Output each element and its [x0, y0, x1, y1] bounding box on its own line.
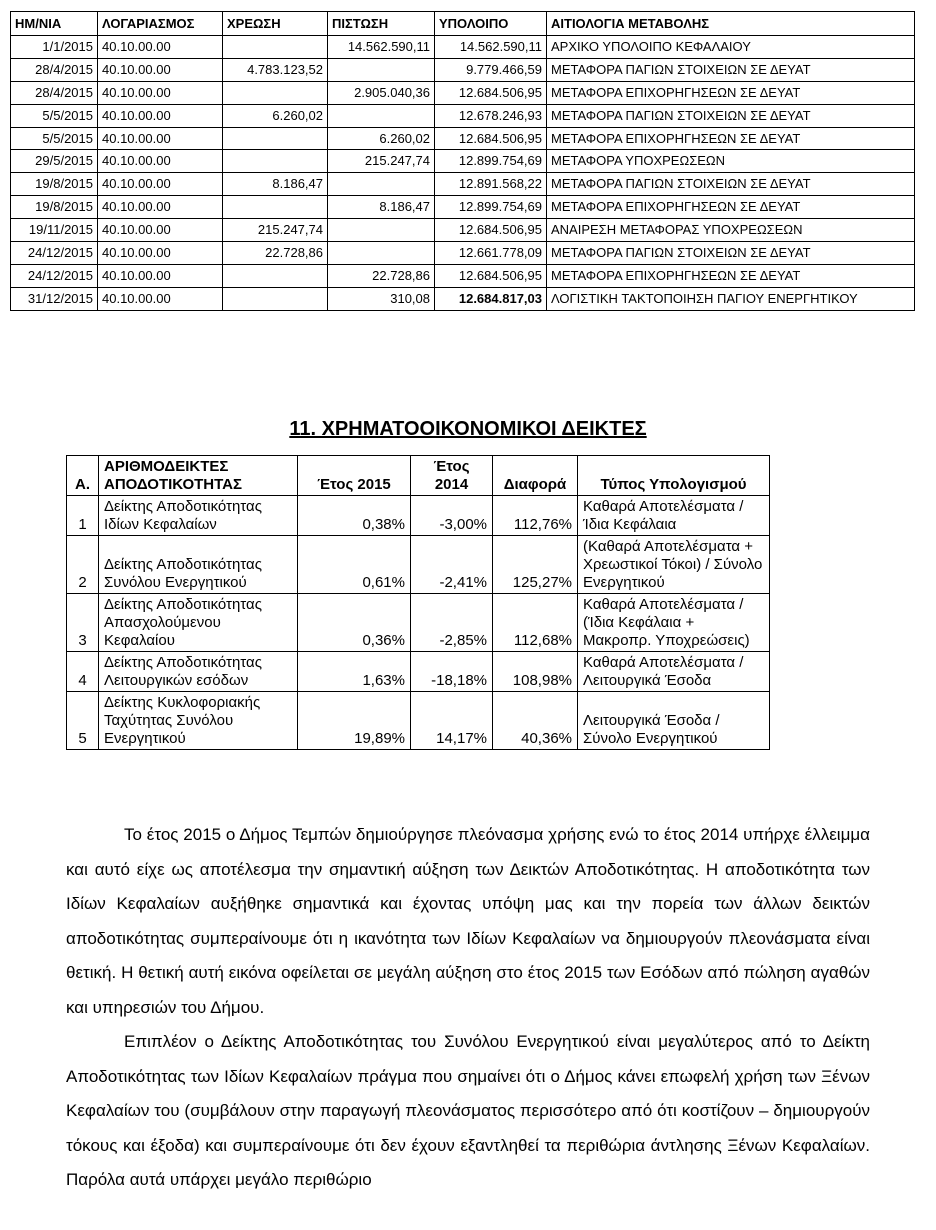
ratio-cell-formula: Καθαρά Αποτελέσματα / (Ίδια Κεφάλαια + Μακροπρ. Υποχρεώσεις): [578, 594, 770, 652]
ratio-cell-diff: 40,36%: [493, 692, 578, 750]
ledger-row: [11, 150, 915, 173]
ratio-row: [67, 496, 770, 536]
ledger-cell-debit: [223, 150, 328, 173]
ledger-cell-credit: 22.728,86: [328, 264, 435, 287]
ratio-cell-diff: 108,98%: [493, 652, 578, 692]
ratio-cell-2015: 19,89%: [298, 692, 411, 750]
ratio-cell-diff: 112,76%: [493, 496, 578, 536]
ratio-cell-formula: (Καθαρά Αποτελέσματα + Χρεωστικοί Τόκοι) / Σύνολο Ενεργητικού: [578, 536, 770, 594]
ledger-row: [11, 81, 915, 104]
body-text: [66, 818, 870, 1198]
ledger-cell-credit: 14.562.590,11: [328, 36, 435, 59]
paragraph-1: Το έτος 2015 ο Δήμος Τεμπών δημιούργησε πλεόνασμα χρήσης ενώ το έτος 2014 υπήρχε έλλειμμα και αυτό είχε ως αποτέλεσμα την σημαντική αύξηση των Δεικτών Αποδοτικότητας. Η αποδοτικότητα των Ιδίων Κεφαλαίων αυξήθηκε σημαντικά και έχοντας υπόψη μας και την πορεία των άλλων δεικτών αποδοτικότητας συμπεραίνουμε ότι η ικανότητα των Ιδίων Κεφαλαίων να δημιουργούν πλεονάσματα είναι θετική. Η θετική αυτή εικόνα οφείλεται σε μεγάλη αύξηση στο έτος 2015 των Εσόδων από πώληση αγαθών και υπηρεσιών του Δήμου.: [66, 825, 870, 1017]
ledger-row: [11, 36, 915, 59]
ledger-cell-balance: 12.684.506,95: [435, 264, 547, 287]
ledger-row: [11, 242, 915, 265]
ledger-cell-reason: ΑΡΧΙΚΟ ΥΠΟΛΟΙΠΟ ΚΕΦΑΛΑΙΟΥ: [547, 36, 915, 59]
ledger-cell-credit: 215.247,74: [328, 150, 435, 173]
ledger-cell-account: 40.10.00.00: [98, 150, 223, 173]
ledger-row: [11, 219, 915, 242]
ledger-cell-reason: ΜΕΤΑΦΟΡΑ ΕΠΙΧΟΡΗΓΗΣΕΩΝ ΣΕ ΔΕΥΑΤ: [547, 264, 915, 287]
ledger-cell-credit: [328, 58, 435, 81]
ledger-cell-date: 24/12/2015: [11, 264, 98, 287]
ledger-cell-reason: ΜΕΤΑΦΟΡΑ ΠΑΓΙΩΝ ΣΤΟΙΧΕΙΩΝ ΣΕ ΔΕΥΑΤ: [547, 173, 915, 196]
ledger-cell-date: 29/5/2015: [11, 150, 98, 173]
ledger-cell-account: 40.10.00.00: [98, 242, 223, 265]
ledger-row: [11, 58, 915, 81]
ledger-row: [11, 127, 915, 150]
ledger-cell-reason: ΜΕΤΑΦΟΡΑ ΠΑΓΙΩΝ ΣΤΟΙΧΕΙΩΝ ΣΕ ΔΕΥΑΤ: [547, 242, 915, 265]
ratios-header-2015: Έτος 2015: [298, 456, 411, 496]
ledger-cell-balance: 12.661.778,09: [435, 242, 547, 265]
ratio-cell-2015: 1,63%: [298, 652, 411, 692]
ledger-cell-account: 40.10.00.00: [98, 81, 223, 104]
ledger-cell-balance: 12.899.754,69: [435, 196, 547, 219]
ledger-cell-debit: 8.186,47: [223, 173, 328, 196]
ratio-cell-index: 1: [67, 496, 99, 536]
ledger-header-date: ΗΜ/ΝΙΑ: [11, 12, 98, 36]
ledger-cell-credit: 6.260,02: [328, 127, 435, 150]
ledger-cell-debit: 22.728,86: [223, 242, 328, 265]
ledger-table: [10, 11, 915, 311]
ratios-header-row: [67, 456, 770, 496]
ledger-row: [11, 196, 915, 219]
ledger-cell-date: 31/12/2015: [11, 287, 98, 310]
ledger-cell-credit: [328, 104, 435, 127]
ratio-cell-2014: 14,17%: [411, 692, 493, 750]
ratio-cell-2015: 0,38%: [298, 496, 411, 536]
ratio-row: [67, 652, 770, 692]
ratios-header-name: ΑΡΙΘΜΟΔΕΙΚΤΕΣ ΑΠΟΔΟΤΙΚΟΤΗΤΑΣ: [99, 456, 298, 496]
ledger-header-row: [11, 12, 915, 36]
ledger-cell-credit: [328, 242, 435, 265]
ratios-header-type: Τύπος Υπολογισμού: [578, 456, 770, 496]
ledger-body: [11, 36, 915, 311]
ratio-cell-diff: 112,68%: [493, 594, 578, 652]
ledger-cell-debit: [223, 196, 328, 219]
ledger-cell-account: 40.10.00.00: [98, 58, 223, 81]
ratio-cell-name: Δείκτης Αποδοτικότητας Ιδίων Κεφαλαίων: [99, 496, 298, 536]
ledger-cell-debit: [223, 81, 328, 104]
ledger-row: [11, 287, 915, 310]
ledger-cell-debit: [223, 287, 328, 310]
ledger-cell-credit: [328, 173, 435, 196]
ledger-cell-balance: 12.899.754,69: [435, 150, 547, 173]
ratio-cell-2014: -18,18%: [411, 652, 493, 692]
ledger-cell-debit: [223, 264, 328, 287]
ledger-cell-date: 24/12/2015: [11, 242, 98, 265]
ledger-row: [11, 104, 915, 127]
ledger-cell-credit: [328, 219, 435, 242]
ratio-cell-name: Δείκτης Αποδοτικότητας Απασχολούμενου Κεφαλαίου: [99, 594, 298, 652]
ledger-cell-account: 40.10.00.00: [98, 127, 223, 150]
ledger-cell-date: 19/11/2015: [11, 219, 98, 242]
ledger-header-credit: ΠΙΣΤΩΣΗ: [328, 12, 435, 36]
ratio-cell-formula: Λειτουργικά Έσοδα / Σύνολο Ενεργητικού: [578, 692, 770, 750]
ledger-cell-credit: 8.186,47: [328, 196, 435, 219]
ledger-cell-balance: 12.684.506,95: [435, 81, 547, 104]
ledger-cell-debit: [223, 127, 328, 150]
ledger-cell-date: 5/5/2015: [11, 127, 98, 150]
ratio-row: [67, 594, 770, 652]
ratio-row: [67, 536, 770, 594]
ledger-header-balance: ΥΠΟΛΟΙΠΟ: [435, 12, 547, 36]
ledger-cell-account: 40.10.00.00: [98, 36, 223, 59]
ratios-body: [67, 496, 770, 750]
ratio-cell-index: 3: [67, 594, 99, 652]
ratios-table: [66, 455, 770, 750]
ledger-cell-balance: 9.779.466,59: [435, 58, 547, 81]
ledger-cell-date: 28/4/2015: [11, 58, 98, 81]
ledger-cell-reason: ΜΕΤΑΦΟΡΑ ΠΑΓΙΩΝ ΣΤΟΙΧΕΙΩΝ ΣΕ ΔΕΥΑΤ: [547, 104, 915, 127]
ledger-header-reason: ΑΙΤΙΟΛΟΓΙΑ ΜΕΤΑΒΟΛΗΣ: [547, 12, 915, 36]
ledger-cell-account: 40.10.00.00: [98, 219, 223, 242]
ledger-cell-balance: 12.684.506,95: [435, 127, 547, 150]
ledger-cell-account: 40.10.00.00: [98, 173, 223, 196]
ledger-header-debit: ΧΡΕΩΣΗ: [223, 12, 328, 36]
ledger-row: [11, 264, 915, 287]
ratio-cell-formula: Καθαρά Αποτελέσματα / Λειτουργικά Έσοδα: [578, 652, 770, 692]
ratios-header-2014: Έτος 2014: [411, 456, 493, 496]
ratio-cell-2014: -2,85%: [411, 594, 493, 652]
ratio-cell-formula: Καθαρά Αποτελέσματα / Ίδια Κεφάλαια: [578, 496, 770, 536]
ledger-cell-debit: [223, 36, 328, 59]
ratios-header-index: Α.: [67, 456, 99, 496]
ledger-cell-date: 19/8/2015: [11, 173, 98, 196]
ratios-header-diff: Διαφορά: [493, 456, 578, 496]
ledger-cell-balance: 12.684.506,95: [435, 219, 547, 242]
ratio-cell-index: 2: [67, 536, 99, 594]
ledger-cell-reason: ΜΕΤΑΦΟΡΑ ΕΠΙΧΟΡΗΓΗΣΕΩΝ ΣΕ ΔΕΥΑΤ: [547, 81, 915, 104]
ledger-cell-account: 40.10.00.00: [98, 287, 223, 310]
ledger-cell-reason: ΑΝΑΙΡΕΣΗ ΜΕΤΑΦΟΡΑΣ ΥΠΟΧΡΕΩΣΕΩΝ: [547, 219, 915, 242]
ledger-cell-date: 19/8/2015: [11, 196, 98, 219]
ratio-cell-name: Δείκτης Αποδοτικότητας Λειτουργικών εσόδων: [99, 652, 298, 692]
ledger-cell-balance: 12.678.246,93: [435, 104, 547, 127]
ratio-cell-2015: 0,61%: [298, 536, 411, 594]
ledger-cell-account: 40.10.00.00: [98, 196, 223, 219]
ratio-cell-diff: 125,27%: [493, 536, 578, 594]
ratio-cell-index: 5: [67, 692, 99, 750]
ledger-cell-reason: ΜΕΤΑΦΟΡΑ ΕΠΙΧΟΡΗΓΗΣΕΩΝ ΣΕ ΔΕΥΑΤ: [547, 127, 915, 150]
ledger-cell-reason: ΜΕΤΑΦΟΡΑ ΕΠΙΧΟΡΗΓΗΣΕΩΝ ΣΕ ΔΕΥΑΤ: [547, 196, 915, 219]
ratio-row: [67, 692, 770, 750]
ledger-cell-credit: 310,08: [328, 287, 435, 310]
ledger-cell-credit: 2.905.040,36: [328, 81, 435, 104]
ledger-cell-date: 1/1/2015: [11, 36, 98, 59]
paragraph-2: Επιπλέον ο Δείκτης Αποδοτικότητας του Συνόλου Ενεργητικού είναι μεγαλύτερος από το Δείκτη Αποδοτικότητας των Ιδίων Κεφαλαίων πράγμα που σημαίνει ότι ο Δήμος κάνει επωφελή χρήση των Ξένων Κεφαλαίων του (συμβάλουν στην παραγωγή πλεονάσματος περισσότερο από ότι κοστίζουν – δημιουργούν τόκους και έξοδα) και συμπεραίνουμε ότι δεν έχουν εξαντληθεί τα περιθώρια άντλησης Ξένων Κεφαλαίων. Παρόλα αυτά υπάρχει μεγάλο περιθώριο: [66, 1032, 870, 1189]
ledger-cell-reason: ΛΟΓΙΣΤΙΚΗ ΤΑΚΤΟΠΟΙΗΣΗ ΠΑΓΙΟΥ ΕΝΕΡΓΗΤΙΚΟΥ: [547, 287, 915, 310]
ledger-cell-debit: 215.247,74: [223, 219, 328, 242]
ledger-cell-balance: 12.891.568,22: [435, 173, 547, 196]
ledger-cell-balance: 12.684.817,03: [435, 287, 547, 310]
ratio-cell-name: Δείκτης Αποδοτικότητας Συνόλου Ενεργητικού: [99, 536, 298, 594]
ratio-cell-2014: -2,41%: [411, 536, 493, 594]
ledger-cell-date: 28/4/2015: [11, 81, 98, 104]
section-title: 11. ΧΡΗΜΑΤΟΟΙΚΟΝΟΜΙΚΟΙ ΔΕΙΚΤΕΣ: [289, 418, 647, 440]
ledger-cell-reason: ΜΕΤΑΦΟΡΑ ΠΑΓΙΩΝ ΣΤΟΙΧΕΙΩΝ ΣΕ ΔΕΥΑΤ: [547, 58, 915, 81]
ledger-cell-debit: 4.783.123,52: [223, 58, 328, 81]
ledger-cell-account: 40.10.00.00: [98, 264, 223, 287]
ledger-cell-debit: 6.260,02: [223, 104, 328, 127]
ledger-row: [11, 173, 915, 196]
ratio-cell-2015: 0,36%: [298, 594, 411, 652]
ledger-cell-balance: 14.562.590,11: [435, 36, 547, 59]
ledger-header-account: ΛΟΓΑΡΙΑΣΜΟΣ: [98, 12, 223, 36]
ratio-cell-2014: -3,00%: [411, 496, 493, 536]
ledger-cell-account: 40.10.00.00: [98, 104, 223, 127]
ledger-cell-reason: ΜΕΤΑΦΟΡΑ ΥΠΟΧΡΕΩΣΕΩΝ: [547, 150, 915, 173]
ratio-cell-name: Δείκτης Κυκλοφοριακής Ταχύτητας Συνόλου Ενεργητικού: [99, 692, 298, 750]
ledger-cell-date: 5/5/2015: [11, 104, 98, 127]
ratio-cell-index: 4: [67, 652, 99, 692]
